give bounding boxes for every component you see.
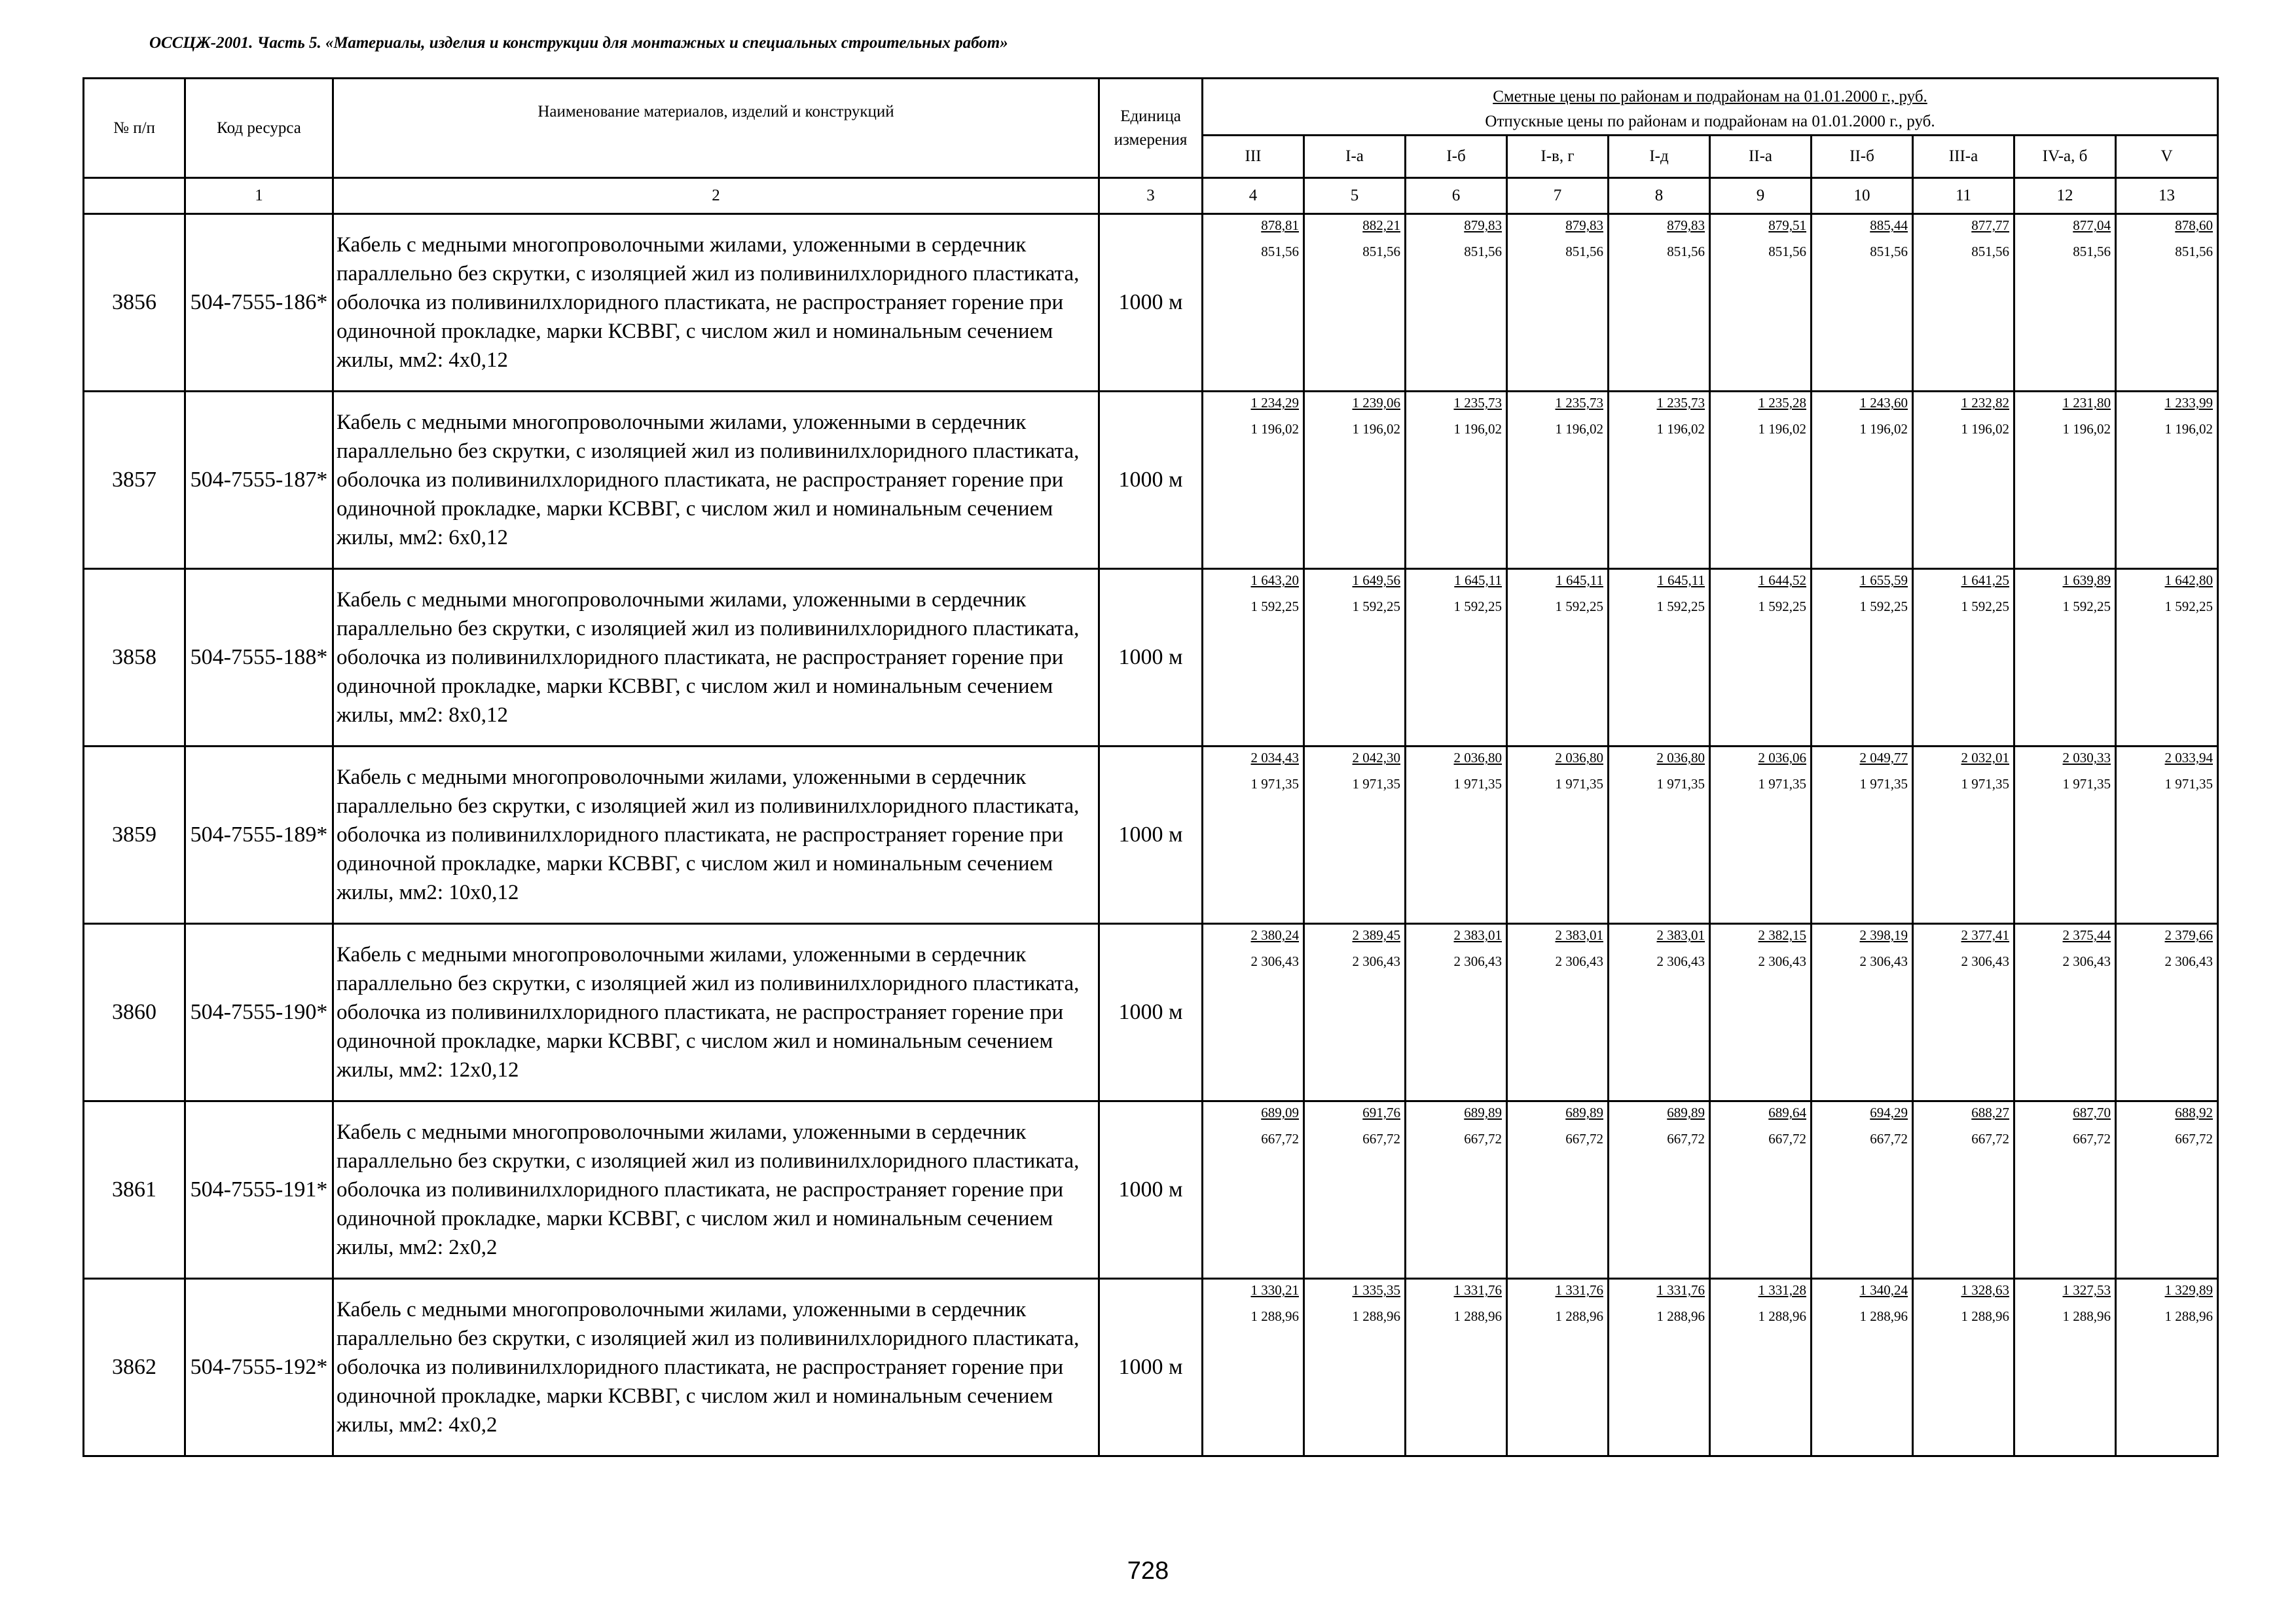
column-number: 11 (1913, 178, 2014, 214)
estimate-price: 1 243,60 (1859, 395, 1908, 411)
estimate-price: 1 233,99 (2164, 395, 2214, 411)
header-district: I-в, г (1507, 136, 1609, 178)
release-price: 1 971,35 (2062, 776, 2111, 792)
release-price: 1 592,25 (1352, 599, 1400, 614)
price-cell (1304, 214, 1406, 392)
price-cell (1304, 1279, 1406, 1456)
release-price: 2 306,43 (1656, 953, 1705, 969)
price-cell (1609, 214, 1710, 392)
release-price: 1 592,25 (1961, 599, 2009, 614)
estimate-price: 1 643,20 (1250, 572, 1299, 588)
release-price: 667,72 (1565, 1131, 1603, 1147)
resource-code: 504-7555-189* (185, 747, 333, 924)
estimate-price: 688,27 (1971, 1105, 2009, 1120)
price-cell (1203, 392, 1304, 569)
release-price: 851,56 (2073, 244, 2111, 259)
release-price: 1 196,02 (2164, 421, 2214, 437)
column-number: 3 (1099, 178, 1203, 214)
release-price: 1 288,96 (1555, 1308, 1603, 1324)
price-cell (1609, 1279, 1710, 1456)
price-cell (1507, 1279, 1609, 1456)
column-number: 2 (333, 178, 1099, 214)
price-cell (1812, 569, 1913, 747)
estimate-price: 1 639,89 (2062, 572, 2111, 588)
estimate-price: 1 335,35 (1352, 1282, 1400, 1298)
price-cell (1304, 747, 1406, 924)
estimate-price: 1 328,63 (1961, 1282, 2009, 1298)
release-price: 851,56 (1971, 244, 2009, 259)
price-cell (1710, 924, 1812, 1101)
price-cell (1609, 1101, 1710, 1279)
price-cell (1507, 1101, 1609, 1279)
price-cell (1710, 747, 1812, 924)
price-cell (1507, 214, 1609, 392)
release-price: 1 288,96 (2164, 1308, 2214, 1324)
header-district: V (2116, 136, 2218, 178)
estimate-price: 1 649,56 (1352, 572, 1400, 588)
estimate-price: 2 034,43 (1250, 750, 1299, 766)
estimate-price: 2 036,06 (1758, 750, 1806, 766)
estimate-price: 1 330,21 (1250, 1282, 1299, 1298)
estimate-price: 687,70 (2073, 1105, 2111, 1120)
column-number: 12 (2014, 178, 2116, 214)
release-price: 2 306,43 (1961, 953, 2009, 969)
release-price: 1 971,35 (1859, 776, 1908, 792)
price-cell (1507, 747, 1609, 924)
estimate-price: 1 655,59 (1859, 572, 1908, 588)
estimate-price: 877,04 (2073, 217, 2111, 233)
row-number: 3861 (84, 1101, 185, 1279)
estimate-price: 879,51 (1768, 217, 1806, 233)
price-cell (1203, 747, 1304, 924)
release-price: 1 196,02 (2062, 421, 2111, 437)
price-cell (1609, 569, 1710, 747)
release-price: 1 971,35 (1352, 776, 1400, 792)
release-price: 1 592,25 (2062, 599, 2111, 614)
header-prices (1203, 79, 2218, 136)
price-cell (1609, 747, 1710, 924)
material-name: Кабель с медными многопроволочными жилами, уложенными в сердечник параллельно без скрутки, с изоляцией жил из поливинилхлоридного пластиката, оболочка из поливинилхлоридного пластиката, не распространяет горение при одиночной прокладке, марки КСВВГ, с числом жил и номинальным сечением жилы, мм2: 2x0,2 (333, 1101, 1099, 1279)
column-number: 9 (1710, 178, 1812, 214)
resource-code: 504-7555-190* (185, 924, 333, 1101)
estimate-price: 885,44 (1870, 217, 1908, 233)
row-number: 3858 (84, 569, 185, 747)
release-price: 1 592,25 (1453, 599, 1502, 614)
release-price: 1 196,02 (1859, 421, 1908, 437)
row-number: 3859 (84, 747, 185, 924)
estimate-price: 1 235,28 (1758, 395, 1806, 411)
header-row-top (84, 79, 2218, 136)
release-price: 2 306,43 (1250, 953, 1299, 969)
material-name: Кабель с медными многопроволочными жилами, уложенными в сердечник параллельно без скрутки, с изоляцией жил из поливинилхлоридного пластиката, оболочка из поливинилхлоридного пластиката, не распространяет горение при одиночной прокладке, марки КСВВГ, с числом жил и номинальным сечением жилы, мм2: 4x0,2 (333, 1279, 1099, 1456)
estimate-price: 1 232,82 (1961, 395, 2009, 411)
resource-code: 504-7555-187* (185, 392, 333, 569)
release-price: 2 306,43 (1859, 953, 1908, 969)
release-price: 851,56 (1261, 244, 1299, 259)
header-name: Наименование материалов, изделий и конструкций (333, 79, 1099, 178)
release-price: 851,56 (1565, 244, 1603, 259)
unit-of-measure: 1000 м (1099, 1279, 1203, 1456)
resource-code: 504-7555-188* (185, 569, 333, 747)
column-number: 10 (1812, 178, 1913, 214)
price-cell (1812, 1279, 1913, 1456)
price-cell (1913, 747, 2014, 924)
estimate-price: 1 645,11 (1454, 572, 1502, 588)
estimate-price: 2 042,30 (1352, 750, 1400, 766)
price-cell (1710, 569, 1812, 747)
price-cell (1203, 569, 1304, 747)
release-price: 667,72 (2073, 1131, 2111, 1147)
estimate-price: 879,83 (1464, 217, 1502, 233)
release-price: 667,72 (1870, 1131, 1908, 1147)
unit-of-measure: 1000 м (1099, 747, 1203, 924)
table-row (84, 214, 2218, 392)
estimate-price: 2 379,66 (2164, 927, 2214, 943)
release-price: 851,56 (1870, 244, 1908, 259)
header-district: II-а (1710, 136, 1812, 178)
release-price: 1 288,96 (1250, 1308, 1299, 1324)
release-price: 851,56 (1667, 244, 1705, 259)
price-cell (1507, 924, 1609, 1101)
material-name: Кабель с медными многопроволочными жилами, уложенными в сердечник параллельно без скрутки, с изоляцией жил из поливинилхлоридного пластиката, оболочка из поливинилхлоридного пластиката, не распространяет горение при одиночной прокладке, марки КСВВГ, с числом жил и номинальным сечением жилы, мм2: 8x0,12 (333, 569, 1099, 747)
estimate-price: 689,89 (1464, 1105, 1502, 1120)
release-price: 1 288,96 (2062, 1308, 2111, 1324)
estimate-price: 1 231,80 (2062, 395, 2111, 411)
price-table (82, 77, 2219, 1457)
release-price: 1 971,35 (1656, 776, 1705, 792)
price-cell (1304, 392, 1406, 569)
material-name: Кабель с медными многопроволочными жилами, уложенными в сердечник параллельно без скрутки, с изоляцией жил из поливинилхлоридного пластиката, оболочка из поливинилхлоридного пластиката, не распространяет горение при одиночной прокладке, марки КСВВГ, с числом жил и номинальным сечением жилы, мм2: 4x0,12 (333, 214, 1099, 392)
price-cell (2116, 1279, 2218, 1456)
estimate-price: 2 377,41 (1961, 927, 2009, 943)
estimate-price: 2 375,44 (2062, 927, 2111, 943)
estimate-price: 689,89 (1565, 1105, 1603, 1120)
material-name: Кабель с медными многопроволочными жилами, уложенными в сердечник параллельно без скрутки, с изоляцией жил из поливинилхлоридного пластиката, оболочка из поливинилхлоридного пластиката, не распространяет горение при одиночной прокладке, марки КСВВГ, с числом жил и номинальным сечением жилы, мм2: 6x0,12 (333, 392, 1099, 569)
column-number (84, 178, 185, 214)
estimate-price: 1 331,76 (1555, 1282, 1603, 1298)
price-cell (1913, 924, 2014, 1101)
release-price: 667,72 (2175, 1131, 2214, 1147)
header-district: III-а (1913, 136, 2014, 178)
unit-of-measure: 1000 м (1099, 569, 1203, 747)
header-estimate-title: Сметные цены по районам и подрайонам на 01.01.2000 г., руб. (1493, 88, 1927, 105)
release-price: 1 592,25 (1859, 599, 1908, 614)
release-price: 1 592,25 (1250, 599, 1299, 614)
release-price: 1 288,96 (1961, 1308, 2009, 1324)
release-price: 667,72 (1362, 1131, 1400, 1147)
release-price: 1 592,25 (2164, 599, 2214, 614)
release-price: 1 288,96 (1656, 1308, 1705, 1324)
unit-of-measure: 1000 м (1099, 924, 1203, 1101)
table-row (84, 924, 2218, 1101)
release-price: 1 196,02 (1656, 421, 1705, 437)
row-number: 3862 (84, 1279, 185, 1456)
price-cell (1406, 924, 1507, 1101)
release-price: 1 196,02 (1352, 421, 1400, 437)
price-cell (1913, 569, 2014, 747)
estimate-price: 1 641,25 (1961, 572, 2009, 588)
release-price: 2 306,43 (1352, 953, 1400, 969)
header-district: I-б (1406, 136, 1507, 178)
price-cell (1406, 1279, 1507, 1456)
estimate-price: 2 032,01 (1961, 750, 2009, 766)
release-price: 2 306,43 (1758, 953, 1806, 969)
estimate-price: 2 382,15 (1758, 927, 1806, 943)
release-price: 851,56 (1768, 244, 1806, 259)
estimate-price: 1 235,73 (1656, 395, 1705, 411)
estimate-price: 1 331,76 (1656, 1282, 1705, 1298)
price-cell (1406, 214, 1507, 392)
resource-code: 504-7555-191* (185, 1101, 333, 1279)
release-price: 1 971,35 (2164, 776, 2214, 792)
page-header: ОССЦЖ-2001. Часть 5. «Материалы, изделия и конструкции для монтажных и специальных строительных работ» (149, 34, 1008, 52)
table-row (84, 747, 2218, 924)
price-cell (1812, 747, 1913, 924)
estimate-price: 877,77 (1971, 217, 2009, 233)
release-price: 2 306,43 (1555, 953, 1603, 969)
release-price: 1 288,96 (1758, 1308, 1806, 1324)
price-cell (1710, 214, 1812, 392)
estimate-price: 878,81 (1261, 217, 1299, 233)
estimate-price: 1 645,11 (1657, 572, 1705, 588)
table-row (84, 1101, 2218, 1279)
release-price: 1 971,35 (1758, 776, 1806, 792)
release-price: 1 971,35 (1453, 776, 1502, 792)
price-cell (1609, 392, 1710, 569)
material-name: Кабель с медными многопроволочными жилами, уложенными в сердечник параллельно без скрутки, с изоляцией жил из поливинилхлоридного пластиката, оболочка из поливинилхлоридного пластиката, не распространяет горение при одиночной прокладке, марки КСВВГ, с числом жил и номинальным сечением жилы, мм2: 10x0,12 (333, 747, 1099, 924)
price-cell (1406, 392, 1507, 569)
price-cell (1203, 1279, 1304, 1456)
price-cell (1609, 924, 1710, 1101)
price-cell (1203, 1101, 1304, 1279)
estimate-price: 2 036,80 (1555, 750, 1603, 766)
estimate-price: 2 383,01 (1453, 927, 1502, 943)
estimate-price: 2 398,19 (1859, 927, 1908, 943)
column-number: 1 (185, 178, 333, 214)
page-number: 728 (1127, 1557, 1169, 1585)
unit-of-measure: 1000 м (1099, 392, 1203, 569)
release-price: 1 288,96 (1453, 1308, 1502, 1324)
header-unit: Единица измерения (1099, 79, 1203, 178)
estimate-price: 2 036,80 (1453, 750, 1502, 766)
release-price: 1 196,02 (1961, 421, 2009, 437)
estimate-price: 1 329,89 (2164, 1282, 2214, 1298)
column-number: 8 (1609, 178, 1710, 214)
estimate-price: 689,64 (1768, 1105, 1806, 1120)
price-cell (1710, 1101, 1812, 1279)
release-price: 1 971,35 (1555, 776, 1603, 792)
release-price: 1 196,02 (1453, 421, 1502, 437)
release-price: 2 306,43 (2062, 953, 2111, 969)
estimate-price: 689,89 (1667, 1105, 1705, 1120)
estimate-price: 2 389,45 (1352, 927, 1400, 943)
price-cell (1406, 1101, 1507, 1279)
column-number: 5 (1304, 178, 1406, 214)
price-cell (1812, 214, 1913, 392)
price-cell (1507, 569, 1609, 747)
table-row (84, 1279, 2218, 1456)
release-price: 1 971,35 (1961, 776, 2009, 792)
row-number: 3860 (84, 924, 185, 1101)
column-number: 13 (2116, 178, 2218, 214)
estimate-price: 882,21 (1362, 217, 1400, 233)
resource-code: 504-7555-192* (185, 1279, 333, 1456)
header-district: III (1203, 136, 1304, 178)
price-cell (1304, 924, 1406, 1101)
estimate-price: 1 331,76 (1453, 1282, 1502, 1298)
estimate-price: 1 331,28 (1758, 1282, 1806, 1298)
price-cell (2014, 569, 2116, 747)
release-price: 851,56 (1464, 244, 1502, 259)
estimate-price: 1 645,11 (1556, 572, 1603, 588)
release-price: 667,72 (1667, 1131, 1705, 1147)
price-cell (1913, 214, 2014, 392)
resource-code: 504-7555-186* (185, 214, 333, 392)
price-cell (2116, 924, 2218, 1101)
price-cell (1203, 924, 1304, 1101)
estimate-price: 1 235,73 (1555, 395, 1603, 411)
estimate-price: 1 642,80 (2164, 572, 2214, 588)
estimate-price: 694,29 (1870, 1105, 1908, 1120)
estimate-price: 2 036,80 (1656, 750, 1705, 766)
price-cell (2116, 214, 2218, 392)
material-name: Кабель с медными многопроволочными жилами, уложенными в сердечник параллельно без скрутки, с изоляцией жил из поливинилхлоридного пластиката, оболочка из поливинилхлоридного пластиката, не распространяет горение при одиночной прокладке, марки КСВВГ, с числом жил и номинальным сечением жилы, мм2: 12x0,12 (333, 924, 1099, 1101)
price-cell (2014, 924, 2116, 1101)
price-cell (2116, 747, 2218, 924)
price-cell (2014, 1101, 2116, 1279)
release-price: 667,72 (1768, 1131, 1806, 1147)
header-num: № п/п (84, 79, 185, 178)
release-price: 667,72 (1261, 1131, 1299, 1147)
release-price: 2 306,43 (1453, 953, 1502, 969)
price-cell (1812, 1101, 1913, 1279)
estimate-price: 2 380,24 (1250, 927, 1299, 943)
price-cell (2014, 214, 2116, 392)
price-cell (1203, 214, 1304, 392)
estimate-price: 1 239,06 (1352, 395, 1400, 411)
price-cell (1913, 392, 2014, 569)
unit-of-measure: 1000 м (1099, 1101, 1203, 1279)
release-price: 667,72 (1971, 1131, 2009, 1147)
estimate-price: 2 030,33 (2062, 750, 2111, 766)
estimate-price: 1 234,29 (1250, 395, 1299, 411)
release-price: 851,56 (2175, 244, 2214, 259)
table-body (84, 79, 2218, 1456)
release-price: 1 288,96 (1352, 1308, 1400, 1324)
price-cell (1304, 569, 1406, 747)
header-release-title: Отпускные цены по районам и подрайонам на 01.01.2000 г., руб. (1485, 113, 1935, 130)
price-cell (1710, 1279, 1812, 1456)
row-number: 3856 (84, 214, 185, 392)
header-district: II-б (1812, 136, 1913, 178)
price-cell (1507, 392, 1609, 569)
price-cell (2014, 1279, 2116, 1456)
estimate-price: 2 383,01 (1656, 927, 1705, 943)
price-cell (1406, 569, 1507, 747)
price-cell (1710, 392, 1812, 569)
unit-of-measure: 1000 м (1099, 214, 1203, 392)
price-cell (2014, 747, 2116, 924)
price-cell (2116, 392, 2218, 569)
release-price: 1 196,02 (1250, 421, 1299, 437)
header-code: Код ресурса (185, 79, 333, 178)
estimate-price: 879,83 (1565, 217, 1603, 233)
release-price: 1 196,02 (1555, 421, 1603, 437)
price-cell (2116, 569, 2218, 747)
estimate-price: 879,83 (1667, 217, 1705, 233)
release-price: 2 306,43 (2164, 953, 2214, 969)
price-cell (1913, 1279, 2014, 1456)
column-number: 6 (1406, 178, 1507, 214)
estimate-price: 688,92 (2175, 1105, 2214, 1120)
column-number: 7 (1507, 178, 1609, 214)
estimate-price: 1 235,73 (1453, 395, 1502, 411)
price-cell (1406, 747, 1507, 924)
estimate-price: 2 033,94 (2164, 750, 2214, 766)
estimate-price: 1 340,24 (1859, 1282, 1908, 1298)
release-price: 1 592,25 (1758, 599, 1806, 614)
row-number: 3857 (84, 392, 185, 569)
release-price: 1 196,02 (1758, 421, 1806, 437)
price-cell (1913, 1101, 2014, 1279)
estimate-price: 2 049,77 (1859, 750, 1908, 766)
column-number: 4 (1203, 178, 1304, 214)
column-numbers-row (84, 178, 2218, 214)
header-district: I-а (1304, 136, 1406, 178)
estimate-price: 689,09 (1261, 1105, 1299, 1120)
table-row (84, 392, 2218, 569)
estimate-price: 878,60 (2175, 217, 2214, 233)
price-cell (2014, 392, 2116, 569)
price-cell (2116, 1101, 2218, 1279)
table-row (84, 569, 2218, 747)
price-cell (1304, 1101, 1406, 1279)
release-price: 1 288,96 (1859, 1308, 1908, 1324)
release-price: 1 971,35 (1250, 776, 1299, 792)
estimate-price: 1 327,53 (2062, 1282, 2111, 1298)
release-price: 1 592,25 (1555, 599, 1603, 614)
estimate-price: 691,76 (1362, 1105, 1400, 1120)
price-cell (1812, 392, 1913, 569)
estimate-price: 1 644,52 (1758, 572, 1806, 588)
header-district: I-д (1609, 136, 1710, 178)
release-price: 1 592,25 (1656, 599, 1705, 614)
release-price: 667,72 (1464, 1131, 1502, 1147)
release-price: 851,56 (1362, 244, 1400, 259)
header-district: IV-а, б (2014, 136, 2116, 178)
price-cell (1812, 924, 1913, 1101)
estimate-price: 2 383,01 (1555, 927, 1603, 943)
